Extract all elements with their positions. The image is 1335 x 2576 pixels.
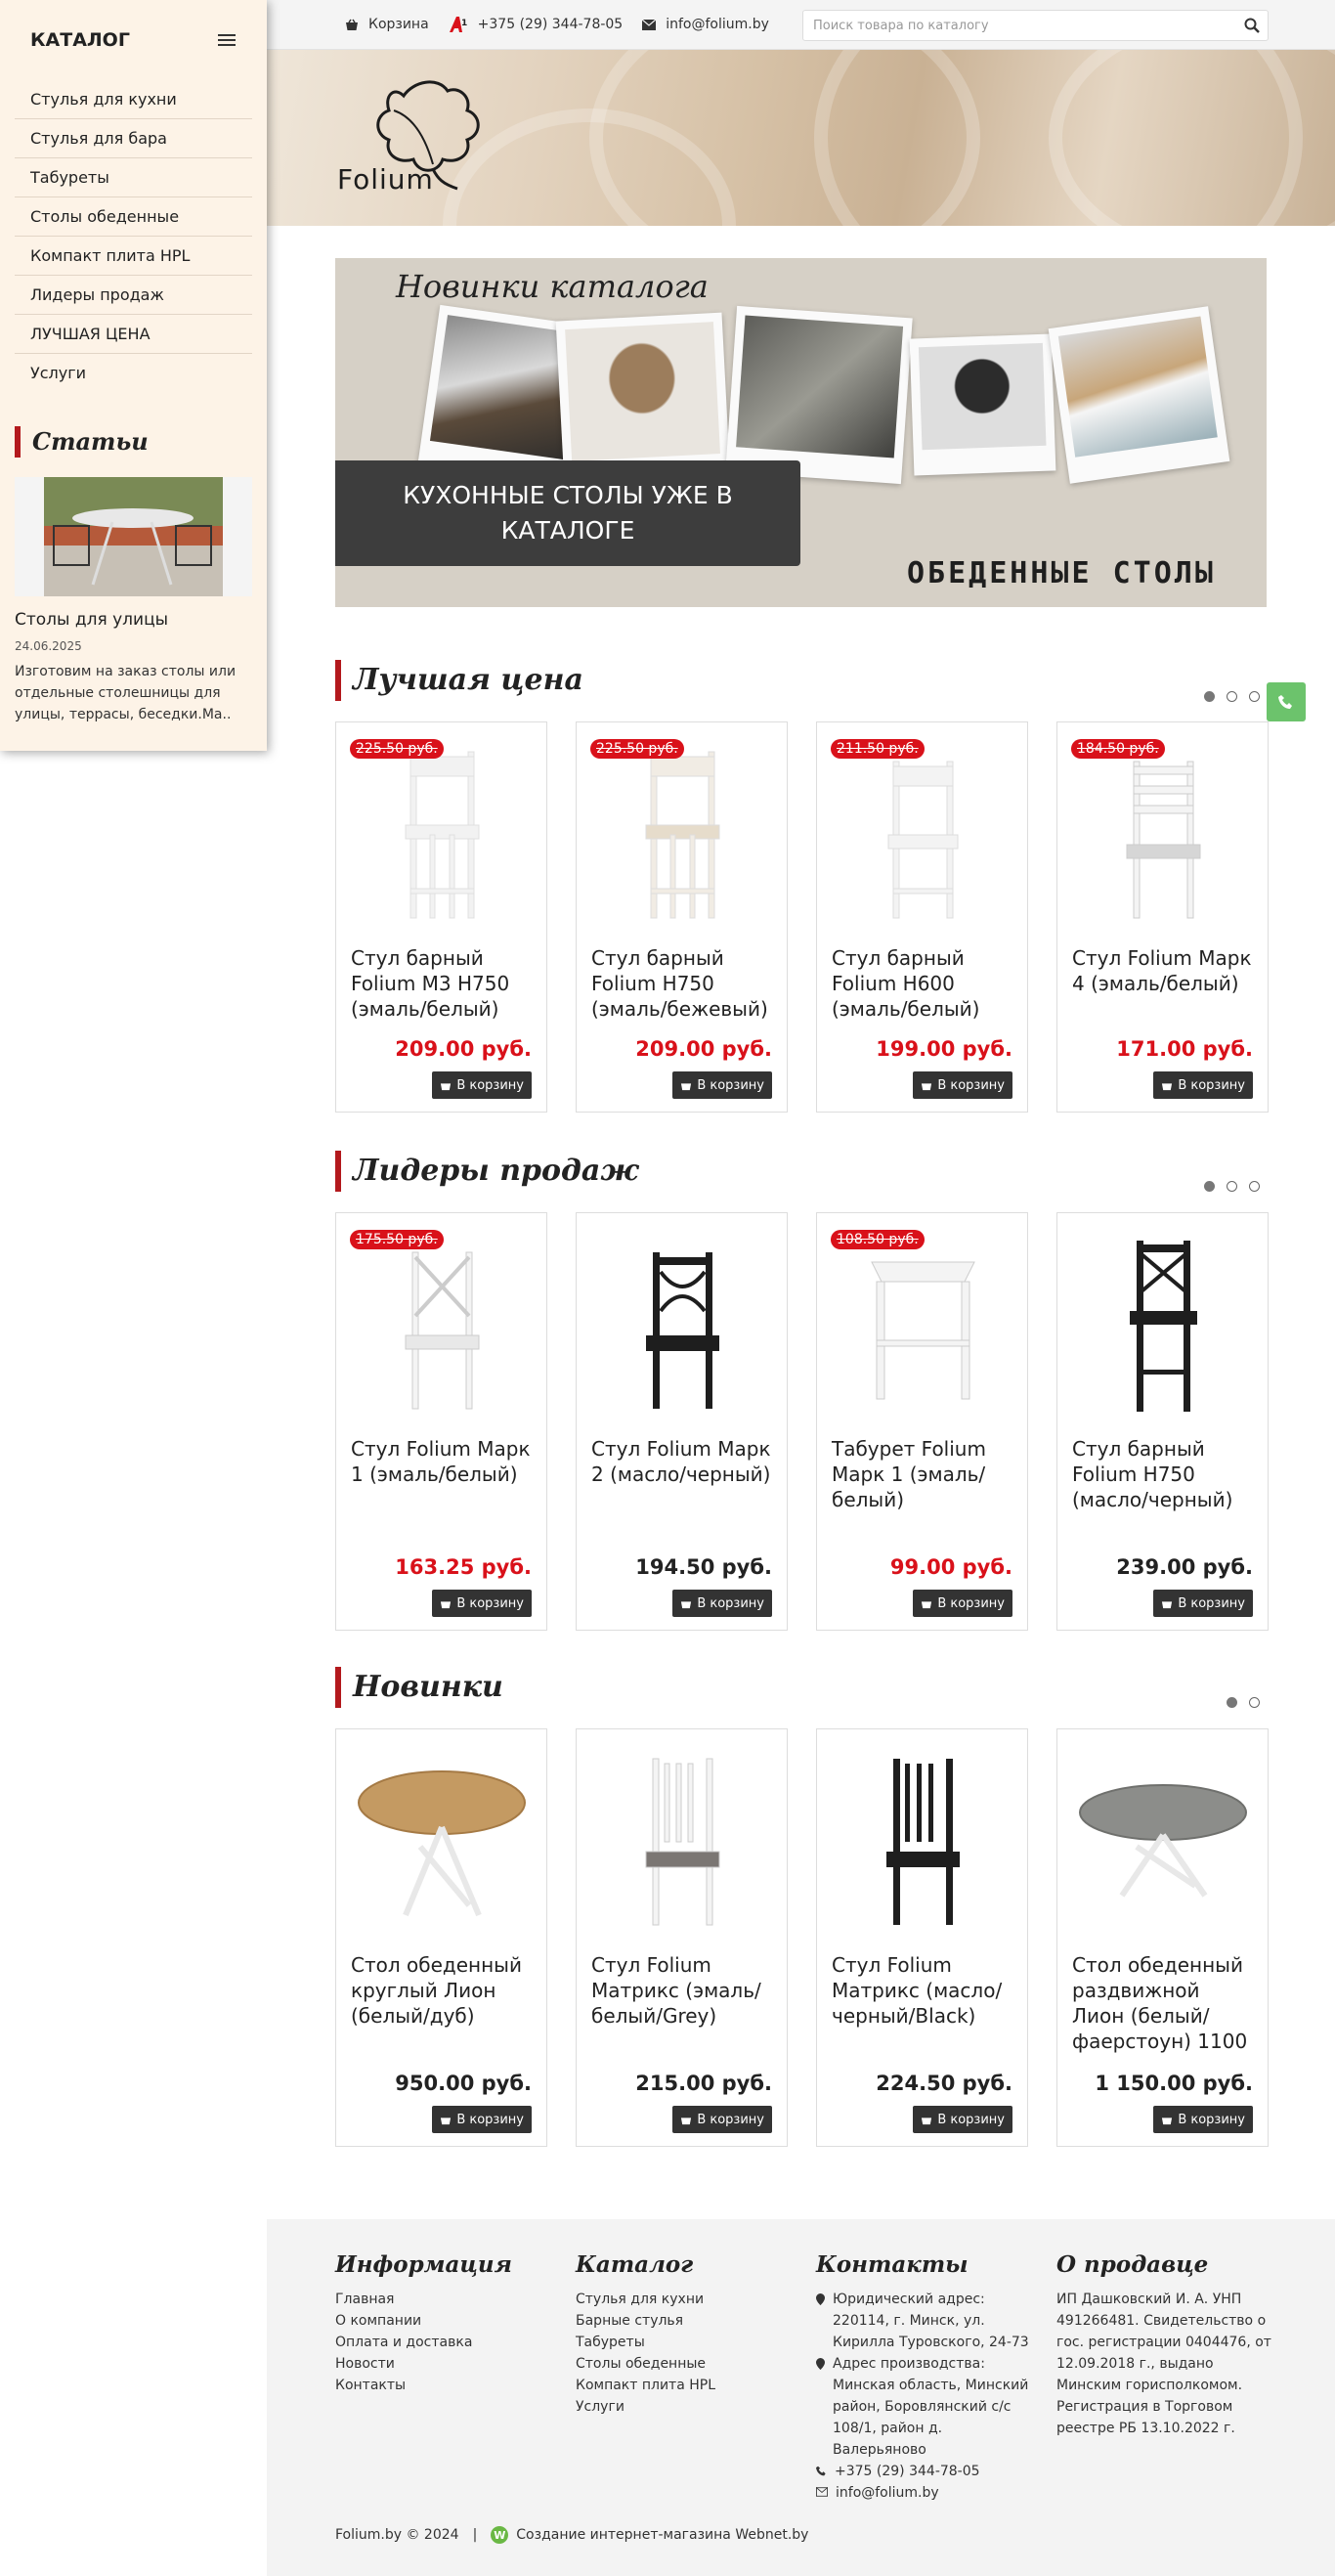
article-title[interactable]: Столы для улицы [15,610,169,630]
add-to-cart-label: В корзину [697,2112,764,2127]
product-image [352,742,533,928]
product-name[interactable]: Стул Folium Марк 4 (эмаль/белый) [1072,946,1252,995]
add-to-cart-button[interactable] [1153,1590,1253,1617]
add-to-cart-label: В корзину [456,2112,524,2127]
webnet-logo-icon: W [491,2526,508,2544]
footer-link-services[interactable]: Услуги [576,2399,624,2415]
email-link[interactable] [642,17,769,32]
svg-text:1: 1 [460,19,467,28]
cart-link[interactable] [345,17,429,32]
footer-seller-title: О продавце [1056,2251,1209,2278]
product-image [592,1749,773,1935]
footer-email[interactable] [816,2482,1036,2504]
add-to-cart-label: В корзину [937,1077,1005,1093]
product-card[interactable] [576,721,788,1113]
separator: | [472,2527,478,2543]
product-card[interactable] [1056,721,1269,1113]
sidebar-item-leaders[interactable]: Лидеры продаж [15,276,252,315]
basket-icon [1161,1080,1173,1091]
a1-operator-icon [449,16,468,33]
product-image [1073,1233,1254,1419]
product-price: 239.00 руб. [1116,1555,1253,1579]
product-name[interactable]: Стол обеденный круглый Лион (белый/дуб) [351,1953,522,2028]
add-to-cart-button[interactable] [1153,2106,1253,2133]
product-price: 209.00 руб. [635,1037,772,1061]
add-to-cart-label: В корзину [456,1077,524,1093]
footer-info-title: Информация [335,2251,512,2278]
map-marker-icon [816,2358,825,2370]
product-image [833,1233,1013,1419]
copyright: Folium.by © 2024 [335,2527,459,2543]
phone-icon [1278,694,1294,710]
catalog-menu [0,80,267,393]
product-card[interactable] [335,1212,547,1631]
footer-catalog-column [576,2249,791,2418]
add-to-cart-label: В корзину [697,1077,764,1093]
new-pagination [1227,1697,1260,1708]
article-excerpt: Изготовим на заказ столы или отдельные столешницы для улицы, террасы, беседки.Ма.. [15,664,237,722]
product-card[interactable] [335,721,547,1113]
section-title-leaders: Лидеры продаж [335,1151,639,1192]
pagination-dot[interactable] [1204,691,1215,702]
leaders-pagination [1204,1181,1260,1192]
product-name[interactable]: Стул барный Folium H750 (эмаль/бежевый) [591,946,768,1021]
production-address [816,2353,1036,2461]
add-to-cart-label: В корзину [937,2112,1005,2127]
hero-photo [1049,306,1230,483]
menu-icon[interactable] [218,33,236,47]
old-price: 108.50 руб. [831,1230,925,1249]
add-to-cart-button[interactable] [432,2106,532,2133]
hero-photo [910,334,1056,476]
logo-text: Folium [337,163,434,196]
pagination-dot[interactable] [1249,691,1260,702]
add-to-cart-button[interactable] [432,1590,532,1617]
old-price: 225.50 руб. [350,739,444,759]
article-image[interactable] [15,477,252,596]
product-name[interactable]: Стул Folium Марк 1 (эмаль/белый) [351,1437,531,1486]
product-price: 163.25 руб. [395,1555,532,1579]
hero-script-title: Новинки каталога [396,268,709,305]
basket-icon [440,2115,452,2125]
header-banner [267,50,1335,226]
product-image [592,742,773,928]
sidebar-item-best-price[interactable]: ЛУЧШАЯ ЦЕНА [15,315,252,354]
add-to-cart-label: В корзину [1178,1077,1245,1093]
add-to-cart-label: В корзину [937,1595,1005,1611]
pagination-dot[interactable] [1227,1697,1237,1708]
envelope-icon [642,20,656,30]
hero-slider[interactable] [335,258,1267,607]
footer-link-contacts[interactable]: Контакты [335,2378,407,2393]
add-to-cart-button[interactable] [913,1590,1012,1617]
footer-phone-text: +375 (29) 344-78-05 [835,2464,980,2479]
footer [267,2219,1335,2576]
product-card[interactable] [1056,1728,1269,2147]
product-name[interactable]: Табурет Folium Марк 1 (эмаль/белый) [832,1437,986,1511]
add-to-cart-label: В корзину [697,1595,764,1611]
pagination-dot[interactable] [1227,691,1237,702]
callback-button[interactable] [1267,682,1306,721]
catalog-sidebar [0,0,267,751]
basket-icon [1161,2115,1173,2125]
footer-link-tables[interactable]: Столы обеденные [576,2356,707,2372]
old-price: 225.50 руб. [590,739,684,759]
footer-link-news[interactable]: Новости [335,2356,395,2372]
product-name[interactable]: Стул Folium Матрикс (масло/черный/Black) [832,1953,1003,2028]
pagination-dot[interactable] [1227,1181,1237,1192]
footer-seller-column [1056,2249,1276,2439]
envelope-icon [816,2487,828,2497]
product-price: 224.50 руб. [876,2072,1012,2095]
old-price: 175.50 руб. [350,1230,444,1249]
hero-photo [725,306,912,484]
product-card[interactable] [816,721,1028,1113]
pagination-dot[interactable] [1204,1181,1215,1192]
footer-link-delivery[interactable]: Оплата и доставка [335,2335,473,2350]
add-to-cart-button[interactable] [913,2106,1012,2133]
basket-icon [680,2115,692,2125]
catalog-title: КАТАЛОГ [30,29,130,51]
footer-catalog-title: Каталог [576,2251,694,2278]
product-name[interactable]: Стул Folium Матрикс (эмаль/белый/Grey) [591,1953,761,2028]
section-title-best-price: Лучшая цена [335,660,583,701]
search-input[interactable] [802,10,1269,41]
pagination-dot[interactable] [1249,1181,1260,1192]
best-price-pagination [1204,691,1260,702]
legal-address [816,2289,1036,2353]
add-to-cart-label: В корзину [1178,1595,1245,1611]
add-to-cart-button[interactable] [432,1071,532,1099]
product-price: 215.00 руб. [635,2072,772,2095]
product-card[interactable] [816,1728,1028,2147]
product-price: 950.00 руб. [395,2072,532,2095]
old-price: 184.50 руб. [1071,739,1165,759]
basket-icon [921,2115,932,2125]
product-name[interactable]: Стол обеденный раздвижной Лион (белый/фаерстоун) 1100 [1072,1953,1248,2053]
product-name[interactable]: Стул барный Folium M3 H750 (эмаль/белый) [351,946,510,1021]
product-image [1073,1749,1254,1935]
hero-subtitle: ОБЕДЕННЫЕ СТОЛЫ [907,556,1216,590]
basket-icon [680,1080,692,1091]
basket-icon [440,1080,452,1091]
footer-contacts-title: Контакты [816,2251,969,2278]
product-card[interactable] [816,1212,1028,1631]
cart-label: Корзина [368,17,429,32]
basket-icon [921,1598,932,1609]
basket-icon [345,19,359,31]
sidebar-item-dining-tables[interactable]: Столы обеденные [15,197,252,237]
old-price: 211.50 руб. [831,739,925,759]
top-bar [267,0,1335,50]
footer-link-kitchen-chairs[interactable]: Стулья для кухни [576,2292,705,2307]
sidebar-item-services[interactable]: Услуги [30,364,87,382]
basket-icon [921,1080,932,1091]
hero-caption[interactable]: КУХОННЫЕ СТОЛЫ УЖЕ В КАТАЛОГЕ [335,460,800,566]
add-to-cart-button[interactable] [913,1071,1012,1099]
seller-info: ИП Дашковский И. А. УНП 491266481. Свидетельство о гос. регистрации 0404476, от 12.09.2018 г., выдано Минским горисполкомом. Регистрация в Торговом реестре РБ 13.10.2022 г. [1056,2292,1271,2436]
footer-link-stools[interactable]: Табуреты [576,2335,645,2350]
product-image [1073,742,1254,928]
product-image [352,1749,533,1935]
footer-link-hpl[interactable]: Компакт плита HPL [576,2378,716,2393]
basket-icon [440,1598,452,1609]
production-address-text: Адрес производства: Минская область, Минский район, Боровлянский с/с 108/1, район д. Валерьяново [833,2356,1029,2458]
product-card[interactable] [1056,1212,1269,1631]
footer-contacts-column [816,2249,1036,2504]
email-address: info@folium.by [666,17,769,32]
legal-address-text: Юридический адрес: 220114, г. Минск, ул. Кирилла Туровского, 24-73 [833,2292,1029,2350]
copyright-bar [335,2526,808,2544]
product-image [592,1233,773,1419]
articles-title: Статьи [15,426,267,458]
phone-icon [816,2466,827,2476]
footer-phone[interactable] [816,2461,1036,2482]
sidebar-item-stools[interactable]: Табуреты [15,158,252,197]
product-name[interactable]: Стул Folium Марк 2 (масло/черный) [591,1437,771,1486]
footer-link-about[interactable]: О компании [335,2313,422,2329]
basket-icon [1161,1598,1173,1609]
footer-link-home[interactable]: Главная [335,2292,395,2307]
product-card[interactable] [576,1212,788,1631]
add-to-cart-button[interactable] [1153,1071,1253,1099]
sidebar-item-bar-chairs[interactable]: Стулья для бара [15,119,252,158]
product-name[interactable]: Стул барный Folium H600 (эмаль/белый) [832,946,980,1021]
product-price: 199.00 руб. [876,1037,1012,1061]
footer-email-text: info@folium.by [836,2485,939,2501]
add-to-cart-label: В корзину [456,1595,524,1611]
basket-icon [680,1598,692,1609]
product-image [833,1749,1013,1935]
product-price: 1 150.00 руб. [1095,2072,1253,2095]
footer-link-bar-chairs[interactable]: Барные стулья [576,2313,684,2329]
add-to-cart-button[interactable] [672,1590,772,1617]
pagination-dot[interactable] [1249,1697,1260,1708]
add-to-cart-label: В корзину [1178,2112,1245,2127]
sidebar-item-kitchen-chairs[interactable]: Стулья для кухни [15,80,252,119]
search-placeholder: Поиск товара по каталогу [813,18,989,33]
article-date: 24.06.2025 [15,639,82,653]
search-icon[interactable] [1244,18,1260,33]
phone-link[interactable] [449,16,624,33]
product-card[interactable] [576,1728,788,2147]
product-price: 194.50 руб. [635,1555,772,1579]
phone-number: +375 (29) 344-78-05 [477,17,624,32]
section-title-new: Новинки [335,1667,503,1708]
sidebar-item-hpl[interactable]: Компакт плита HPL [15,237,252,276]
developer-credit[interactable]: Создание интернет-магазина Webnet.by [516,2527,809,2543]
catalog-header[interactable] [0,0,267,80]
add-to-cart-button[interactable] [672,2106,772,2133]
add-to-cart-button[interactable] [672,1071,772,1099]
product-image [833,742,1013,928]
product-price: 99.00 руб. [889,1555,1012,1579]
product-image [352,1233,533,1419]
product-card[interactable] [335,1728,547,2147]
product-name[interactable]: Стул барный Folium H750 (масло/черный) [1072,1437,1233,1511]
product-price: 209.00 руб. [395,1037,532,1061]
map-marker-icon [816,2293,825,2305]
footer-info-column [335,2249,550,2396]
product-price: 171.00 руб. [1116,1037,1253,1061]
